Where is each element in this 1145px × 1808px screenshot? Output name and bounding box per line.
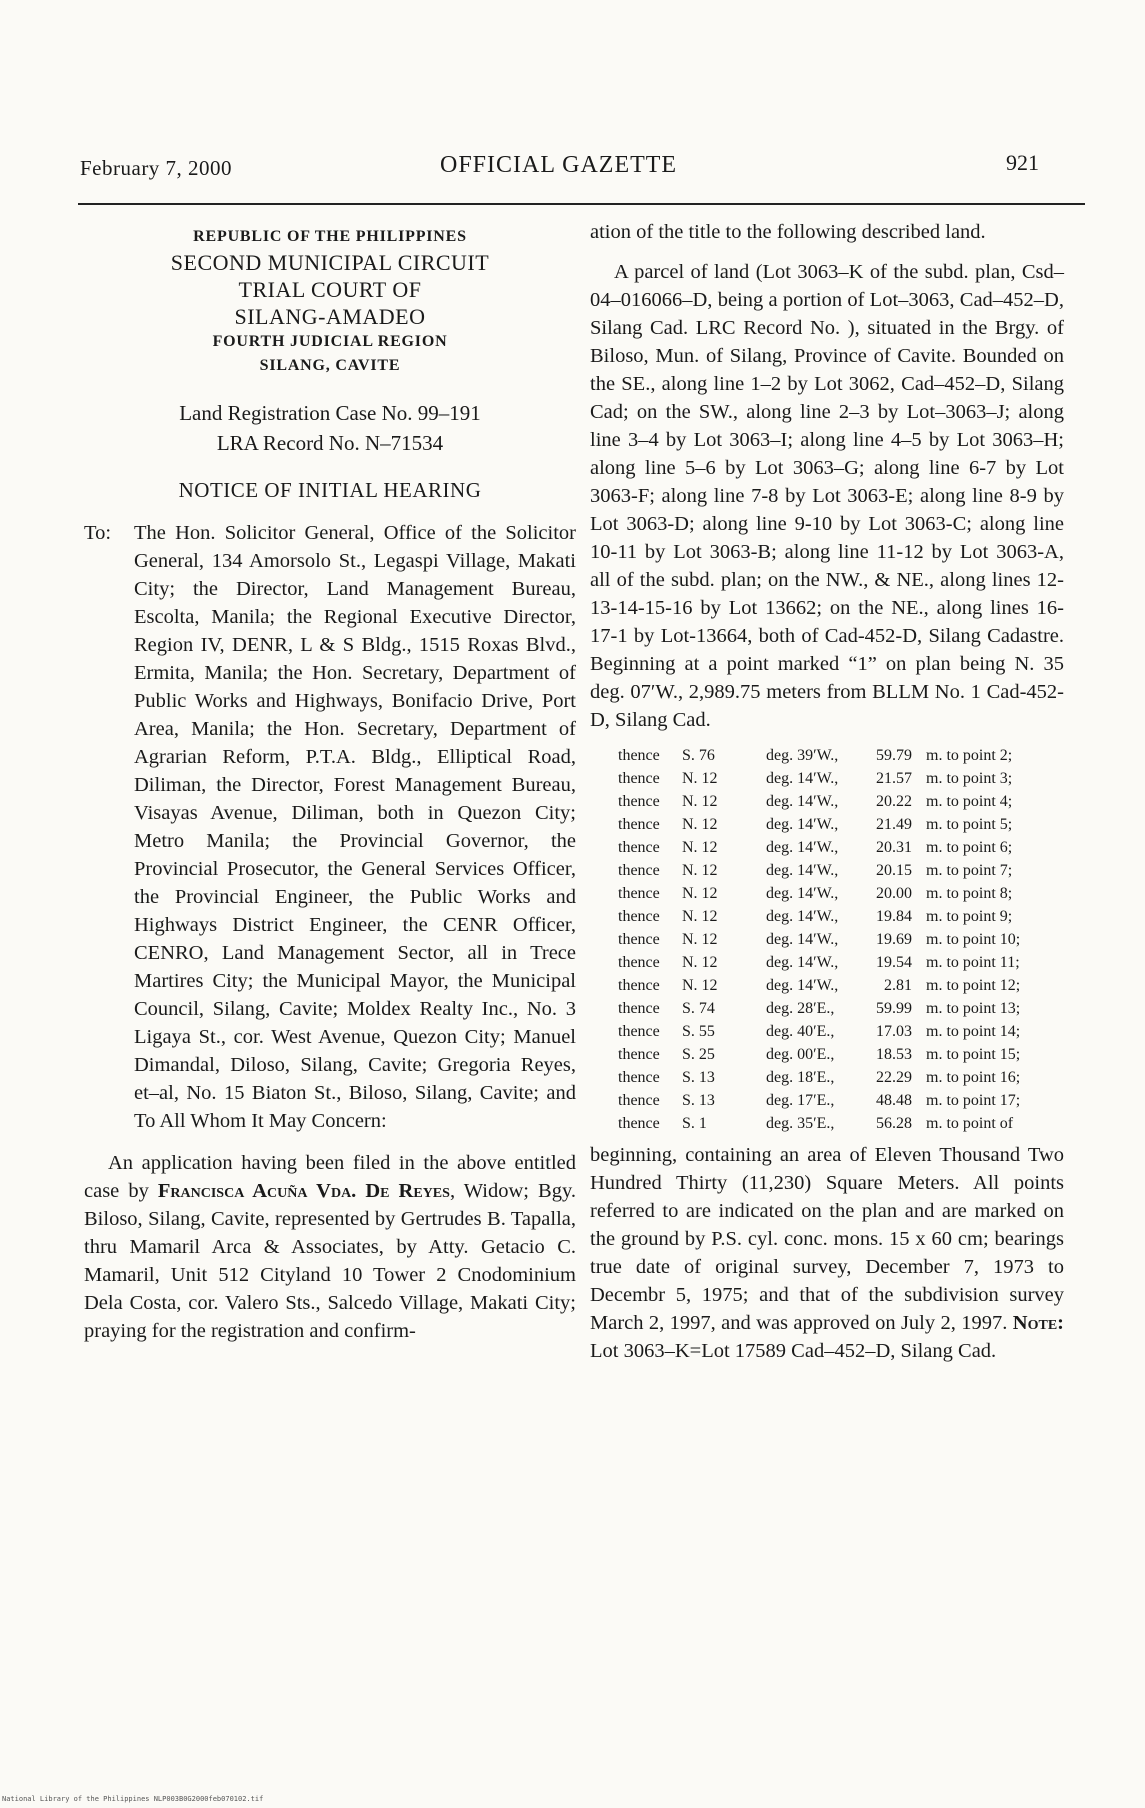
- bearing-degrees: deg. 40′E.,: [766, 1023, 835, 1040]
- bearing-thence: thence: [618, 1092, 660, 1109]
- bearing-distance: 21.49: [876, 816, 912, 833]
- bearing-thence: thence: [618, 816, 660, 833]
- bearing-distance: 19.54: [876, 954, 912, 971]
- notice-title: NOTICE OF INITIAL HEARING: [178, 478, 482, 502]
- bearing-distance: 20.22: [876, 793, 912, 810]
- bearing-distance: 48.48: [876, 1092, 912, 1109]
- bearing-direction: S. 13: [682, 1092, 715, 1109]
- bearing-destination: m. to point 14;: [926, 1023, 1021, 1040]
- bearing-destination: m. to point 12;: [926, 977, 1021, 994]
- addressees-text: The Hon. Solicitor General, Office of the Solicitor General, 134 Amorsolo St., Legaspi Village, Makati City; the Director, Land Management Bureau, Escolta, Manila; the Regional Executive Director, Region IV, DENR, L & S Bldg., 1515 Roxas Blvd., Ermita, Manila; the Hon. Secretary, Department of Public Works and Highways, Bonifacio Drive, Port Area, Manila; the Hon. Secretary, Department of Agrarian Reform, P.T.A. Bldg., Elliptical Road, Diliman, the Director, Forest Management Bureau, Visayas Avenue, Diliman, both in Quezon City; Metro Manila; the Provincial Governor, the Provincial Prosecutor, the General Services Officer, the Provincial Engineer, the Public Works and Highways District Engineer, the CENR Officer, CENRO, Land Management Sector, all in Trece Martires City; the Municipal Mayor, the Municipal Council, Silang, Cavite; Moldex Realty Inc., No. 3 Ligaya St., cor. West Avenue, Quezon City; Manuel Dimandal, Diloso, Silang, Cavite; Gregoria Reyes, et–al, No. 15 Biaton St., Biloso, Silang, Cavite; and To All Whom It May Concern:: [134, 522, 576, 1132]
- bearing-distance: 56.28: [876, 1115, 912, 1132]
- bearing-row: [618, 951, 1020, 974]
- bearing-destination: m. to point 16;: [926, 1069, 1021, 1086]
- bearing-direction: N. 12: [682, 908, 718, 925]
- application-paragraph: [84, 1149, 576, 1345]
- bearing-distance: 59.99: [876, 1000, 912, 1017]
- application-intro: An application having been filed in the above entitled case by: [84, 1152, 576, 1202]
- bearing-thence: thence: [618, 862, 660, 879]
- bearing-distance: 21.57: [876, 770, 912, 787]
- bearing-direction: S. 55: [682, 1023, 715, 1040]
- bearing-row: [618, 1066, 1020, 1089]
- bearing-thence: thence: [618, 908, 660, 925]
- bearing-direction: N. 12: [682, 954, 718, 971]
- bearing-degrees: deg. 18′E.,: [766, 1069, 835, 1086]
- bearing-destination: m. to point 10;: [926, 931, 1021, 948]
- bearing-row: [618, 974, 1020, 997]
- bearing-direction: S. 76: [682, 747, 715, 764]
- bearing-thence: thence: [618, 747, 660, 764]
- bearing-destination: m. to point 13;: [926, 1000, 1021, 1017]
- header-rule: [78, 203, 1085, 205]
- court-location: SILANG, CAVITE: [259, 357, 401, 374]
- bearing-destination: m. to point 4;: [926, 793, 1013, 810]
- bearing-direction: N. 12: [682, 816, 718, 833]
- bearing-degrees: deg. 14′W.,: [766, 931, 839, 948]
- bearing-degrees: deg. 14′W.,: [766, 816, 839, 833]
- bearing-thence: thence: [618, 954, 660, 971]
- issue-date: February 7, 2000: [80, 156, 233, 180]
- bearing-direction: N. 12: [682, 885, 718, 902]
- court-heading: [84, 225, 576, 378]
- left-column: [84, 225, 576, 1345]
- publication-title: OFFICIAL GAZETTE: [440, 152, 678, 178]
- addressees-block: [84, 519, 576, 1135]
- bearing-direction: N. 12: [682, 793, 718, 810]
- bearing-distance: 20.00: [876, 885, 912, 902]
- bearing-thence: thence: [618, 1069, 660, 1086]
- bearing-direction: N. 12: [682, 839, 718, 856]
- bearing-direction: N. 12: [682, 770, 718, 787]
- bearing-degrees: deg. 14′W.,: [766, 839, 839, 856]
- bearing-row: [618, 1020, 1020, 1043]
- bearing-direction: N. 12: [682, 862, 718, 879]
- court-name-line3: SILANG-AMADEO: [234, 304, 426, 329]
- bearing-destination: m. to point 7;: [926, 862, 1013, 879]
- bearing-thence: thence: [618, 770, 660, 787]
- bearing-direction: S. 13: [682, 1069, 715, 1086]
- bearing-distance: 22.29: [876, 1069, 912, 1086]
- judicial-region: FOURTH JUDICIAL REGION: [212, 333, 448, 350]
- bearing-distance: 2.81: [884, 977, 912, 994]
- bearing-row: [618, 813, 1020, 836]
- case-block: [84, 398, 576, 458]
- bearing-destination: m. to point 3;: [926, 770, 1013, 787]
- bearing-degrees: deg. 14′W.,: [766, 954, 839, 971]
- bearing-row: [618, 767, 1020, 790]
- bearing-degrees: deg. 39′W.,: [766, 747, 839, 764]
- bearing-thence: thence: [618, 931, 660, 948]
- bearing-row: [618, 790, 1020, 813]
- bearings-table: [618, 744, 1020, 1135]
- bearing-distance: 17.03: [876, 1023, 912, 1040]
- application-continuation: ation of the title to the following described land.: [590, 221, 986, 243]
- bearing-direction: S. 1: [682, 1115, 707, 1132]
- bearing-destination: m. to point 5;: [926, 816, 1013, 833]
- page-number: 921: [1006, 150, 1039, 175]
- bearing-thence: thence: [618, 839, 660, 856]
- applicant-name: Francisca Acuña Vda. De Reyes: [157, 1180, 450, 1202]
- note-label: Note:: [1012, 1312, 1064, 1334]
- closing-text: beginning, containing an area of Eleven Thousand Two Hundred Thirty (11,230) Square Meters. All points referred to are indicated on the plan and are marked on the ground by P.S. cyl. conc. mons. 15 x 60 cm; bearings true date of original survey, December 7, 1973 to Decembr 5, 1975; and that of the subdivision survey March 2, 1997, and was approved on July 2, 1997.: [590, 1144, 1064, 1334]
- bearing-distance: 19.84: [876, 908, 912, 925]
- bearing-degrees: deg. 14′W.,: [766, 793, 839, 810]
- note-text: Lot 3063–K=Lot 17589 Cad–452–D, Silang Cad.: [590, 1340, 997, 1362]
- bearing-direction: S. 25: [682, 1046, 715, 1063]
- bearing-distance: 20.31: [876, 839, 912, 856]
- bearing-distance: 19.69: [876, 931, 912, 948]
- bearing-row: [618, 882, 1020, 905]
- bearing-degrees: deg. 00′E.,: [766, 1046, 835, 1063]
- bearing-distance: 18.53: [876, 1046, 912, 1063]
- bearing-degrees: deg. 14′W.,: [766, 770, 839, 787]
- bearing-row: [618, 928, 1020, 951]
- bearing-degrees: deg. 14′W.,: [766, 908, 839, 925]
- bearing-row: [618, 744, 1020, 767]
- bearing-degrees: deg. 14′W.,: [766, 977, 839, 994]
- to-label: To:: [84, 522, 112, 544]
- bearing-distance: 20.15: [876, 862, 912, 879]
- case-number: Land Registration Case No. 99–191: [179, 401, 481, 425]
- bearing-destination: m. to point 15;: [926, 1046, 1021, 1063]
- bearing-degrees: deg. 17′E.,: [766, 1092, 835, 1109]
- republic-line: REPUBLIC OF THE PHILIPPINES: [193, 228, 467, 245]
- bearing-direction: S. 74: [682, 1000, 715, 1017]
- parcel-description: A parcel of land (Lot 3063–K of the subd. plan, Csd–04–016066–D, being a portion of Lot–3063, Cad–452–D, Silang Cad. LRC Record No. ), situated in the Brgy. of Biloso, Mun. of Silang, Province of Cavite. Bounded on the SE., along line 1–2 by Lot 3062, Cad–452–D, Silang Cad; on the SW., along line 2–3 by Lot–3063–J; along line 3–4 by Lot 3063–I; along line 4–5 by Lot 3063–H; along line 5–6 by Lot 3063–G; along line 6-7 by Lot 3063-F; along line 7-8 by Lot 3063-E; along line 8-9 by Lot 3063-D; along line 9-10 by Lot 3063-C; along line 10-11 by Lot 3063-B; along line 11-12 by Lot 3063-A, all of the subd. plan; on the NW., & NE., along lines 12-13-14-15-16 by Lot 13662; on the NE., along lines 16-17-1 by Lot-13664, both of Cad-452-D, Silang Cadastre. Beginning at a point marked “1” on plan being N. 35 deg. 07′W., 2,989.75 meters from BLLM No. 1 Cad-452-D, Silang Cad.: [590, 261, 1064, 731]
- bearing-direction: N. 12: [682, 931, 718, 948]
- bearing-thence: thence: [618, 977, 660, 994]
- bearing-direction: N. 12: [682, 977, 718, 994]
- bearing-thence: thence: [618, 1000, 660, 1017]
- bearing-row: [618, 997, 1020, 1020]
- court-name-line2: TRIAL COURT OF: [238, 277, 422, 302]
- bearing-row: [618, 1089, 1020, 1112]
- court-name-line1: SECOND MUNICIPAL CIRCUIT: [170, 250, 490, 275]
- scan-footer: National Library of the Philippines NLP003B0G2000feb070102.tif: [2, 1795, 264, 1803]
- bearing-thence: thence: [618, 793, 660, 810]
- page-header: [80, 150, 1065, 180]
- bearing-destination: m. to point 6;: [926, 839, 1013, 856]
- closing-paragraph: [590, 1141, 1064, 1365]
- bearing-row: [618, 1043, 1020, 1066]
- bearing-row: [618, 859, 1020, 882]
- bearing-row: [618, 1112, 1020, 1135]
- right-column: [590, 218, 1064, 1365]
- bearing-degrees: deg. 28′E.,: [766, 1000, 835, 1017]
- bearing-degrees: deg. 14′W.,: [766, 885, 839, 902]
- bearing-thence: thence: [618, 885, 660, 902]
- bearing-thence: thence: [618, 1046, 660, 1063]
- bearing-degrees: deg. 35′E.,: [766, 1115, 835, 1132]
- bearing-degrees: deg. 14′W.,: [766, 862, 839, 879]
- bearing-destination: m. to point 8;: [926, 885, 1013, 902]
- lra-record: LRA Record No. N–71534: [216, 431, 444, 455]
- bearing-row: [618, 905, 1020, 928]
- bearing-row: [618, 836, 1020, 859]
- bearing-thence: thence: [618, 1115, 660, 1132]
- bearing-destination: m. to point 9;: [926, 908, 1013, 925]
- bearing-destination: m. to point 11;: [926, 954, 1020, 971]
- application-details: , Widow; Bgy. Biloso, Silang, Cavite, represented by Gertrudes B. Tapalla, thru Mamaril Arca & Associates, by Atty. Getacio C. Mamaril, Unit 512 Cityland 10 Tower 2 Cnodominium Dela Costa, cor. Valero Sts., Salcedo Village, Makati City; praying for the registration and confirm-: [84, 1180, 576, 1342]
- bearing-destination: m. to point 17;: [926, 1092, 1021, 1109]
- bearing-distance: 59.79: [876, 747, 912, 764]
- bearing-thence: thence: [618, 1023, 660, 1040]
- bearing-destination: m. to point of: [926, 1115, 1014, 1132]
- bearing-destination: m. to point 2;: [926, 747, 1013, 764]
